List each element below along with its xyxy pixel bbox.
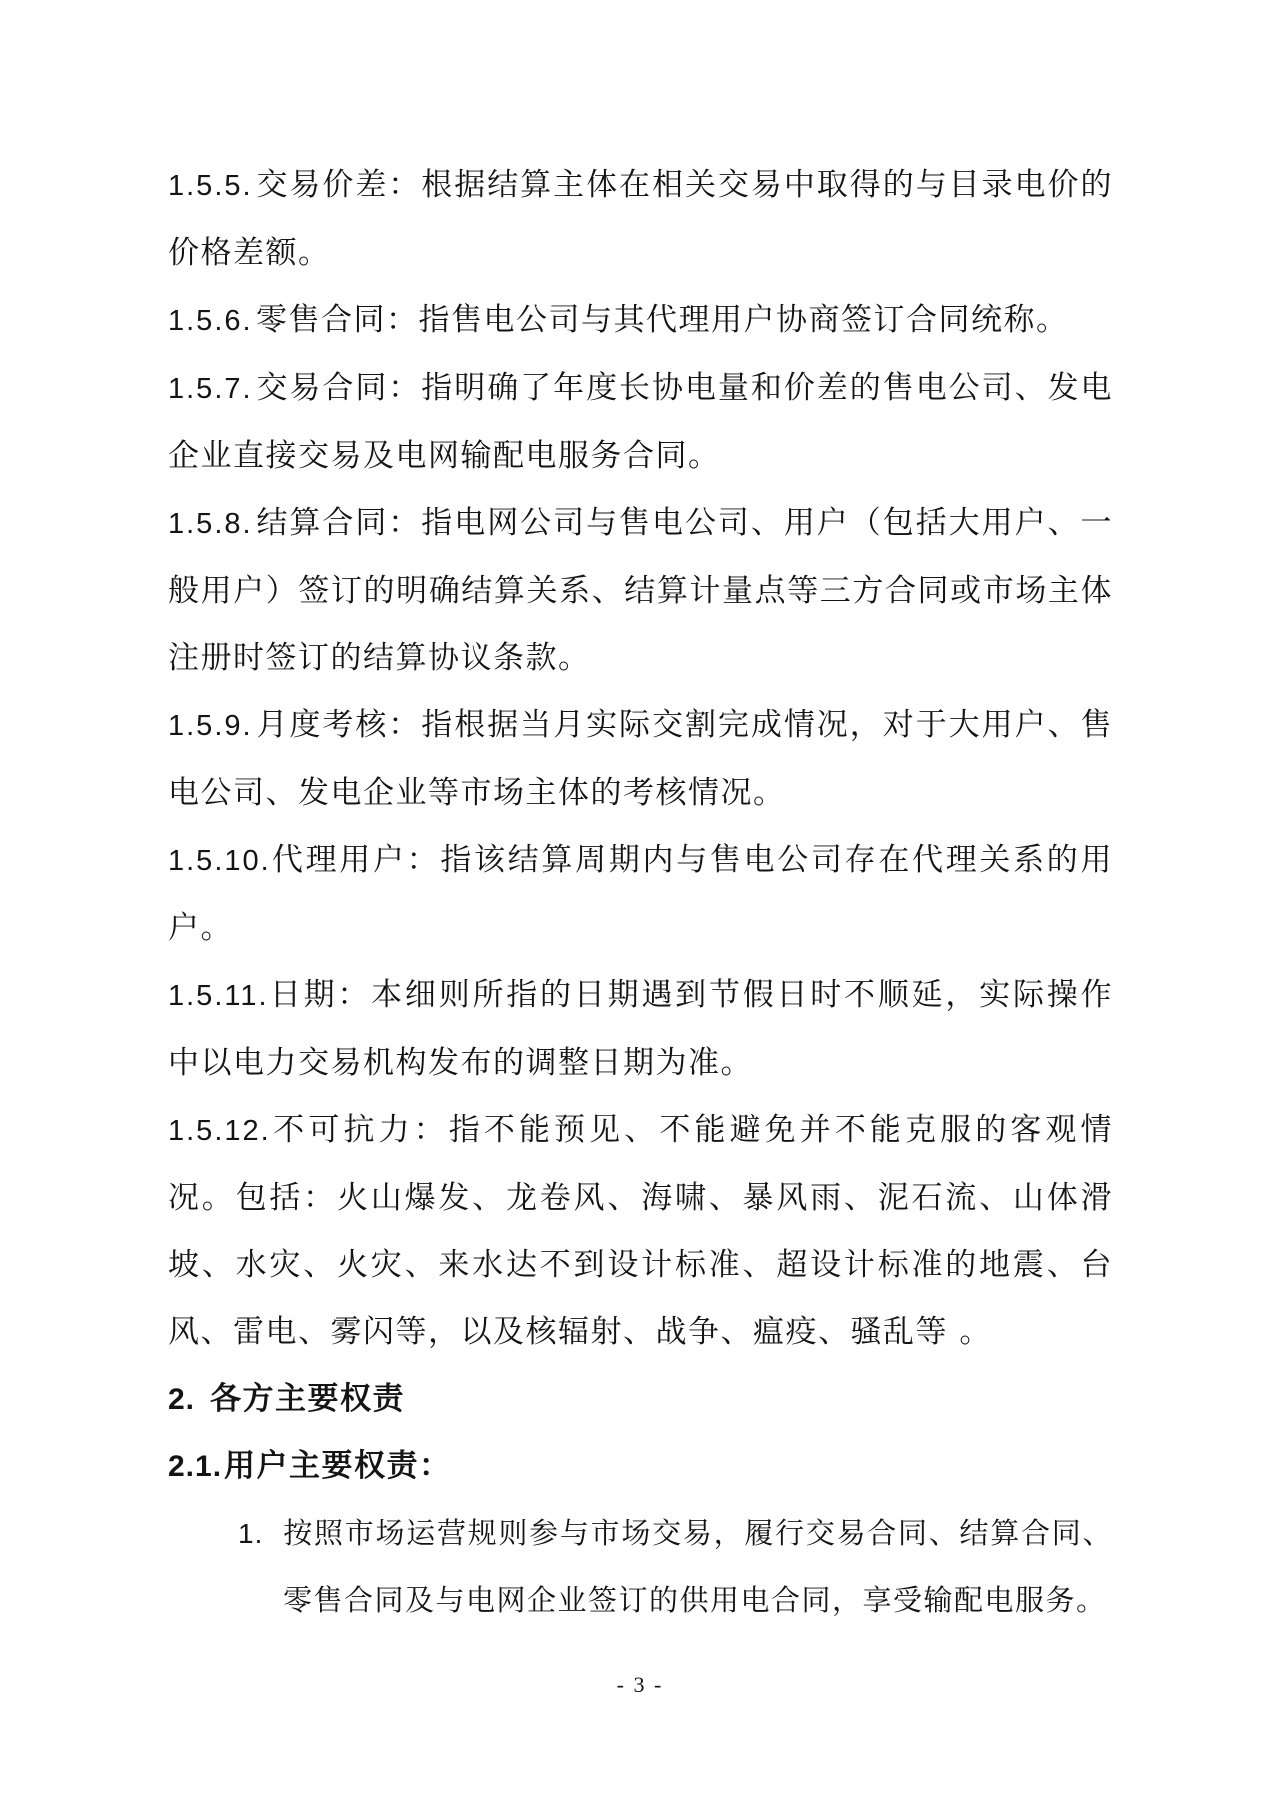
clause-1-5-11	[168, 962, 1113, 1097]
clause-text: 结算合同：指电网公司与售电公司、用户（包括大用户、一般用户）签订的明确结算关系、结算计量点等三方合同或市场主体注册时签订的结算协议条款。	[168, 505, 1113, 676]
clause-text: 代理用户：指该结算周期内与售电公司存在代理关系的用户。	[168, 842, 1113, 946]
clause-number: 1.5.10.	[168, 845, 271, 877]
subsection-number: 2.1.	[168, 1450, 223, 1483]
clause-1-5-5	[168, 152, 1113, 287]
clause-number: 1.5.7.	[168, 373, 253, 405]
clause-1-5-8	[168, 490, 1113, 692]
clause-1-5-9	[168, 692, 1113, 827]
clause-1-5-6	[168, 287, 1113, 355]
clause-number: 1.5.6.	[168, 305, 253, 337]
clause-text: 月度考核：指根据当月实际交割完成情况，对于大用户、售电公司、发电企业等市场主体的考核情况。	[168, 707, 1113, 811]
clause-number: 1.5.9.	[168, 710, 253, 742]
list-item-number: 1.	[238, 1518, 264, 1549]
list-item-text: 按照市场运营规则参与市场交易，履行交易合同、结算合同、零售合同及与电网企业签订的供用电合同，享受输配电服务。	[283, 1516, 1113, 1617]
clause-number: 1.5.5.	[168, 170, 253, 202]
clause-number: 1.5.8.	[168, 508, 253, 540]
clause-number: 1.5.12.	[168, 1115, 271, 1147]
clause-text: 交易价差：根据结算主体在相关交易中取得的与目录电价的价格差额。	[168, 167, 1113, 271]
clause-1-5-7	[168, 355, 1113, 490]
clause-text: 不可抗力：指不能预见、不能避免并不能克服的客观情况。包括：火山爆发、龙卷风、海啸、暴风雨、泥石流、山体滑坡、水灾、火灾、来水达不到设计标准、超设计标准的地震、台风、雷电、雾闪等，以及核辐射、战争、瘟疫、骚乱等 。	[168, 1112, 1113, 1350]
subsection-title: 用户主要权责：	[224, 1448, 452, 1484]
clause-text: 日期：本细则所指的日期遇到节假日时不顺延，实际操作中以电力交易机构发布的调整日期为准。	[168, 977, 1113, 1081]
clause-text: 交易合同：指明确了年度长协电量和价差的售电公司、发电企业直接交易及电网输配电服务合同。	[168, 370, 1113, 474]
clause-1-5-10	[168, 827, 1113, 962]
section-number: 2.	[168, 1383, 196, 1416]
subsection-heading	[168, 1433, 1113, 1500]
list-item	[238, 1500, 1113, 1634]
section-title: 各方主要权责	[210, 1381, 405, 1417]
page-number: - 3 -	[616, 1672, 664, 1697]
clause-text: 零售合同：指售电公司与其代理用户协商签订合同统称。	[256, 302, 1069, 338]
clause-number: 1.5.11.	[168, 980, 269, 1012]
clause-1-5-12	[168, 1097, 1113, 1366]
section-heading	[168, 1366, 1113, 1433]
document-body	[168, 152, 1113, 1634]
